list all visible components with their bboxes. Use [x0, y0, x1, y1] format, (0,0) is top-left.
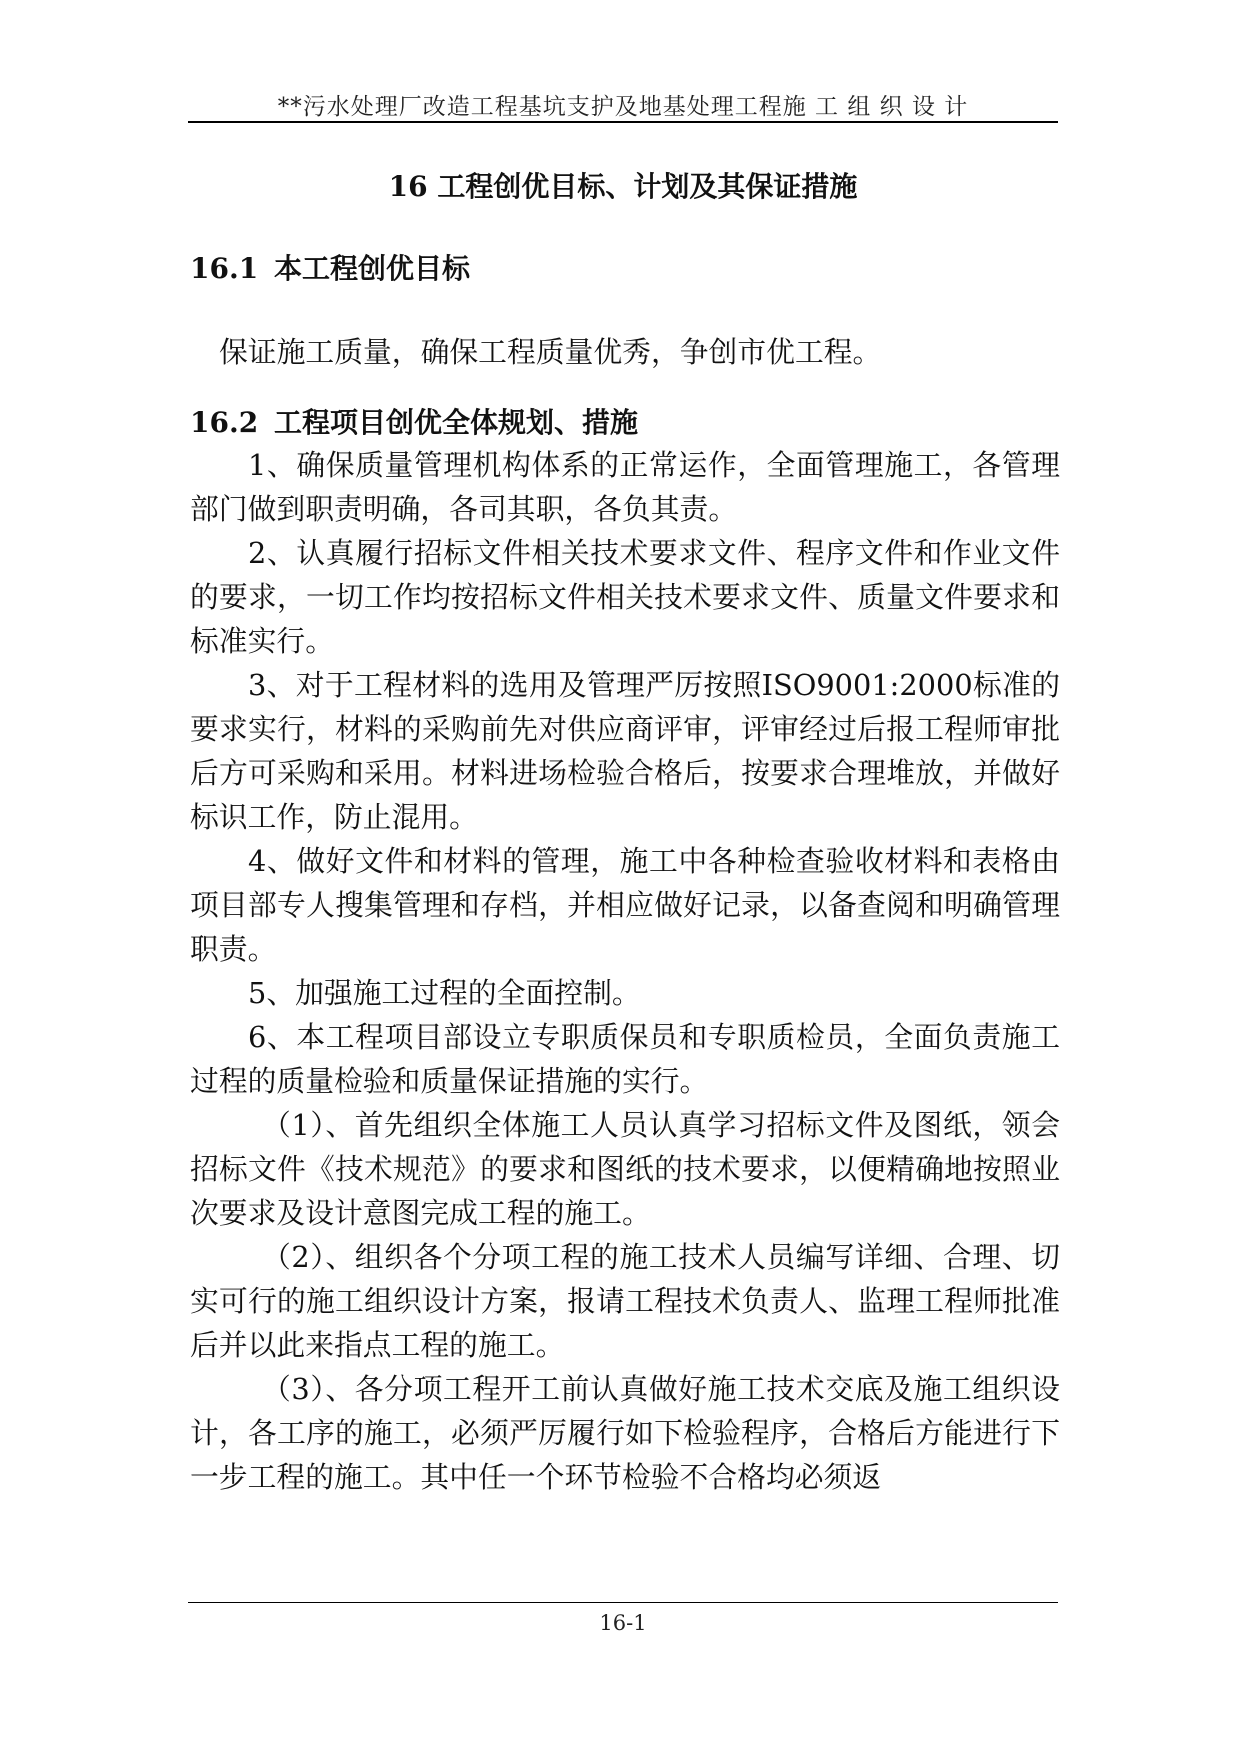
paragraph: （2）、组织各个分项工程的施工技术人员编写详细、合理、切实可行的施工组织设计方案，报请工程技术负责人、监理工程师批准后并以此来指点工程的施工。 [190, 1240, 1060, 1362]
paragraph: 1、确保质量管理机构体系的正常运作，全面管理施工，各管理部门做到职责明确，各司其职，各负其责。 [190, 448, 1060, 526]
section-intro-text: 保证施工质量，确保工程质量优秀，争创市优工程。 [219, 335, 882, 369]
paragraph: 4、做好文件和材料的管理，施工中各种检查验收材料和表格由项目部专人搜集管理和存档，并相应做好记录，以备查阅和明确管理职责。 [190, 844, 1060, 966]
paragraph: 6、本工程项目部设立专职质保员和专职质检员，全面负责施工过程的质量检验和质量保证措施的实行。 [190, 1020, 1060, 1098]
section-title: 工程项目创优全体规划、措施 [274, 406, 639, 439]
paragraph: （1）、首先组织全体施工人员认真学习招标文件及图纸，领会招标文件《技术规范》的要求和图纸的技术要求，以便精确地按照业次要求及设计意图完成工程的施工。 [190, 1108, 1060, 1230]
section-heading-16-1 [190, 247, 470, 287]
paragraph: （3）、各分项工程开工前认真做好施工技术交底及施工组织设计，各工序的施工，必须严厉履行如下检验程序，合格后方能进行下一步工程的施工。其中任一个环节检验不合格均必须返 [190, 1372, 1060, 1494]
page-header: **污水处理厂改造工程基坑支护及地基处理工程施 工 组 织 设 计 [277, 94, 969, 120]
section-body [190, 443, 1060, 1499]
paragraph: 2、认真履行招标文件相关技术要求文件、程序文件和作业文件的要求，一切工作均按招标文件相关技术要求文件、质量文件要求和标准实行。 [190, 536, 1060, 658]
section-number: 16.1 [190, 252, 259, 285]
chapter-title: 16 工程创优目标、计划及其保证措施 [388, 170, 858, 203]
section-number: 16.2 [190, 406, 259, 439]
footer-divider [188, 1602, 1058, 1603]
header-divider [188, 121, 1058, 123]
section-heading-16-2 [190, 401, 638, 441]
section-title: 本工程创优目标 [274, 252, 471, 285]
page-number: 16-1 [599, 1611, 647, 1635]
paragraph: 3、对于工程材料的选用及管理严厉按照ISO9001:2000标准的要求实行，材料的采购前先对供应商评审，评审经过后报工程师审批后方可采购和采用。材料进场检验合格后，按要求合理堆放，并做好标识工作，防止混用。 [190, 668, 1060, 834]
paragraph: 5、加强施工过程的全面控制。 [248, 976, 641, 1010]
